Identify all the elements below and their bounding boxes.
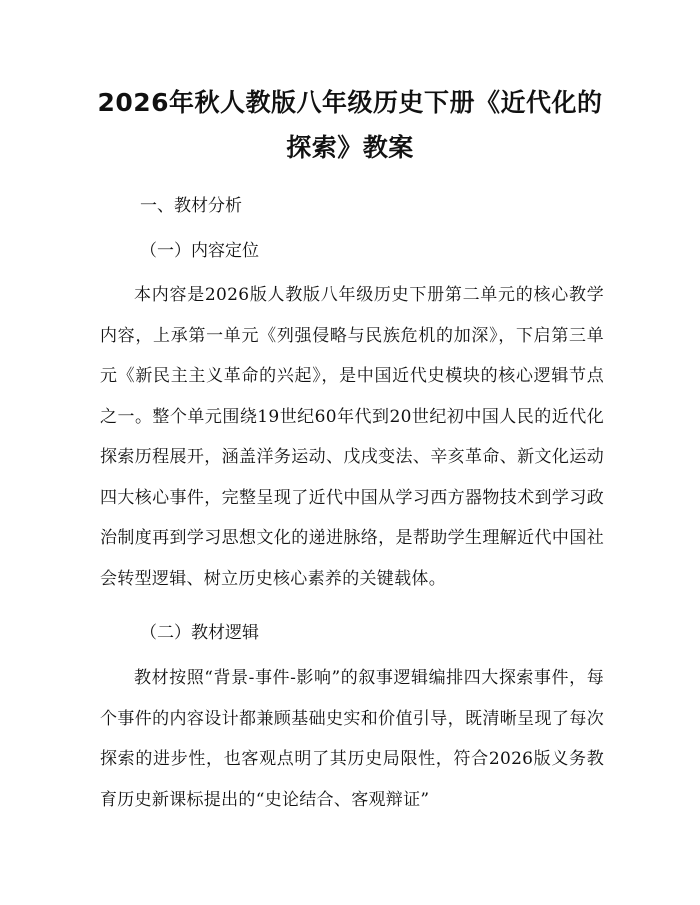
document-title-line-2: 探索》教案 [286, 133, 414, 162]
paragraph-material-logic: 教材按照“背景-事件-影响”的叙事逻辑编排四大探索事件，每个事件的内容设计都兼顾基础史实和价值引导，既清晰呈现了每次探索的进步性，也客观点明了其历史局限性，符合2026版义务教育历史新课标提出的“史论结合、客观辩证” [100, 668, 604, 810]
subsection-heading-content-positioning: （一）内容定位 [140, 241, 259, 261]
section-heading-teaching-material-analysis: 一、教材分析 [140, 196, 242, 216]
subsection-heading-material-logic: （二）教材逻辑 [140, 623, 259, 643]
paragraph-content-positioning: 本内容是2026版人教版八年级历史下册第二单元的核心教学内容，上承第一单元《列强侵略与民族危机的加深》，下启第三单元《新民主主义革命的兴起》，是中国近代史模块的核心逻辑节点之一。整个单元围绕19世纪60年代到20世纪初中国人民的近代化探索历程展开，涵盖洋务运动、戊戌变法、辛亥革命、新文化运动四大核心事件，完整呈现了近代中国从学习西方器物技术到学习政治制度再到学习思想文化的递进脉络，是帮助学生理解近代中国社会转型逻辑、树立历史核心素养的关键载体。 [100, 285, 604, 589]
document-title-line-1: 2026年秋人教版八年级历史下册《近代化的 [97, 88, 603, 117]
